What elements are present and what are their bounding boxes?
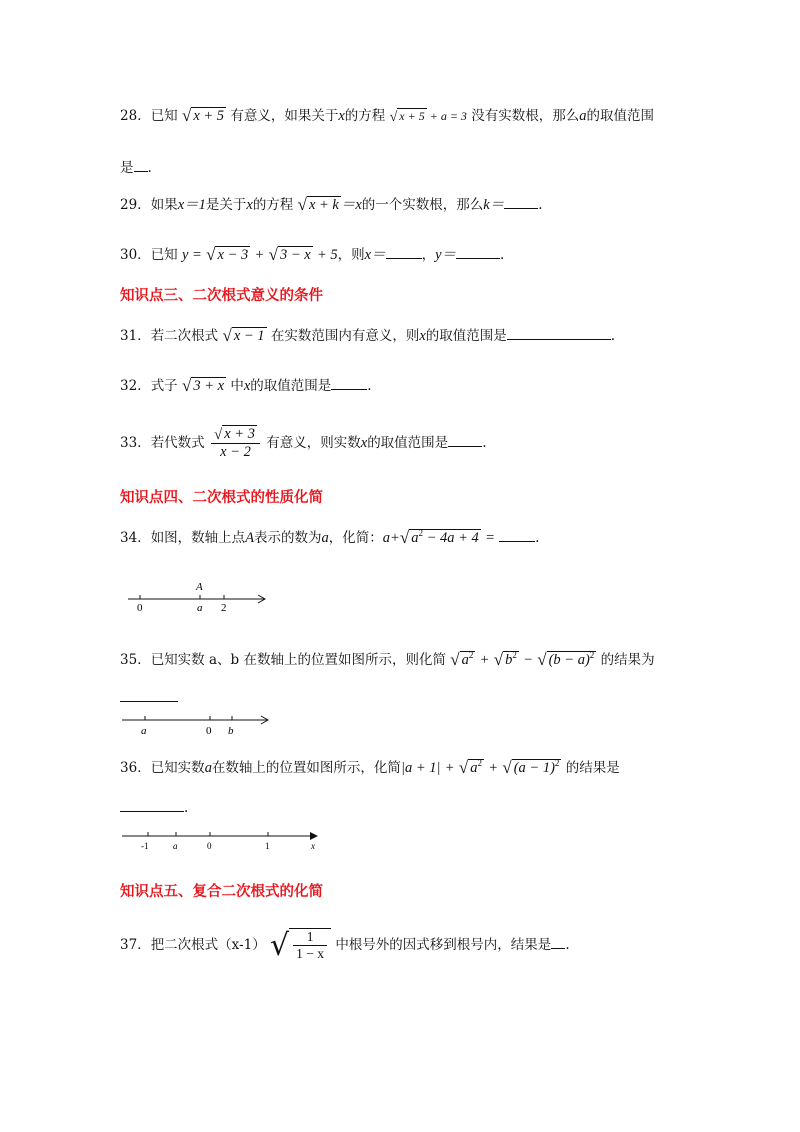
abs-expression: |a + 1| (400, 760, 441, 776)
tick-label: a (173, 841, 178, 851)
sqrt-expression: √ $a^2 - 4a + 4$ (399, 528, 479, 547)
radicand: 3 + x (193, 378, 225, 394)
term: (a − 1) (513, 760, 555, 776)
question-34: 34．如图，数轴上点A表示的数为a，化简：a+√ $a^2 - 4a + 4$ = . (120, 528, 540, 547)
term: − 4a + 4 (422, 530, 479, 546)
question-number: 30 (120, 247, 138, 263)
text: 的取值范围 (586, 108, 654, 124)
text: . (565, 937, 570, 953)
exponent: 2 (589, 650, 595, 661)
term: (b − a) (548, 652, 590, 668)
operator: = (485, 530, 495, 546)
text: 有意义，如果关于 (230, 108, 339, 124)
variable: x (360, 435, 368, 451)
question-number: 37 (120, 937, 138, 953)
text: 已知实数 a、b 在数轴上的位置如图所示，则化简 (150, 652, 446, 668)
question-35: 35．已知实数 a、b 在数轴上的位置如图所示，则化简 √ $a^2$ + √ $b^2$ − √ $(b - a)^2$ 的结果为 (120, 650, 655, 669)
tick-label: 0 (207, 841, 212, 851)
tick-label: a (197, 602, 203, 614)
text: . (147, 160, 152, 176)
text: 的结果为 (600, 652, 655, 668)
tick-label: 2 (221, 602, 227, 614)
denominator: 1 − x (296, 946, 325, 961)
number-line-36 (120, 826, 330, 856)
question-number: 28 (120, 108, 138, 124)
expression: y = (181, 247, 202, 263)
radicand: 3 − x (279, 247, 311, 263)
text: 式子 (150, 378, 178, 394)
text: 的取值范围是 (250, 378, 332, 394)
text: 已知 (150, 247, 178, 263)
question-37: 37．把二次根式（x-1） √ $\frac{1}{1 - x}$ 中根号外的因式移到根号内，结果是 . (120, 922, 570, 962)
text: 若代数式 (150, 435, 205, 451)
question-33: 33．若代数式 $\frac{√ x + 3}{x - 2}$ 有意义，则实数x的取值范围是 . (120, 426, 487, 460)
answer-blank[interactable] (504, 197, 538, 209)
exponent: 2 (554, 758, 560, 769)
variable: x (419, 328, 426, 344)
operator: + (390, 530, 400, 546)
text: 的方程 (252, 197, 294, 213)
text: . (500, 247, 505, 263)
text: 中根号外的因式移到根号内，结果是 (335, 937, 552, 953)
section-heading-3: 知识点三、二次根式意义的条件 (120, 288, 323, 304)
text: . (367, 378, 372, 394)
numerator: √ x + 3 (211, 426, 260, 444)
text: 若二次根式 (150, 328, 219, 344)
answer-blank[interactable] (134, 160, 148, 172)
number-line-35 (120, 710, 280, 740)
expression: ＝x (340, 197, 362, 213)
text: 的方程 (344, 108, 386, 124)
expression: + a = 3 (429, 109, 467, 123)
radicand: x + 3 (224, 426, 255, 442)
answer-blank[interactable] (331, 378, 367, 390)
expression: k＝ (483, 197, 505, 213)
sqrt-expression: √ $(b - a)^2$ (537, 650, 595, 669)
text: ，则 (337, 247, 365, 263)
question-30: 30．已知 y = √ x − 3 + √ 3 − x + 5，则x＝ ，y＝ . (120, 245, 505, 264)
answer-blank[interactable] (499, 530, 535, 542)
expression: + 5 (316, 247, 338, 263)
section-heading-4: 知识点四、二次根式的性质化简 (120, 490, 323, 506)
radicand: x − 3 (217, 247, 249, 263)
number-line-34 (120, 578, 280, 618)
text: 表示的数为 (254, 530, 322, 546)
sqrt-expression: √ x + k (297, 195, 339, 214)
text: 把二次根式（x-1） (150, 937, 266, 953)
question-number: 29 (120, 197, 138, 213)
axis-arrow (310, 832, 318, 840)
answer-blank[interactable] (448, 435, 482, 447)
text: 是 (120, 160, 134, 176)
text: . (482, 435, 487, 451)
tick-label: a (141, 725, 147, 737)
term: a (411, 530, 419, 546)
sqrt-expression: √ 3 + x (181, 376, 225, 395)
exponent: 2 (477, 758, 482, 769)
sqrt-expression: √ $a^2$ (450, 650, 474, 669)
fraction (211, 426, 260, 461)
operator: + (254, 247, 265, 263)
operator: + (488, 760, 499, 776)
sqrt-expression: √ x − 1 (222, 326, 265, 345)
question-number: 36 (120, 760, 138, 776)
text: 有意义，则实数 (266, 435, 361, 451)
text: 没有实数根，那么 (471, 108, 580, 124)
text: . (184, 800, 189, 816)
text: 的取值范围是 (367, 435, 449, 451)
exponent: 2 (418, 528, 423, 539)
sqrt-expression: √ 3 − x (268, 245, 311, 264)
variable: a (321, 530, 329, 546)
text: 如图，数轴上点 (150, 530, 246, 546)
question-29: 29．如果x＝1是关于x的方程 √ x + k ＝x的一个实数根，那么k＝ . (120, 195, 543, 214)
answer-blank[interactable] (507, 328, 611, 340)
term: a (461, 652, 469, 668)
text: . (538, 197, 543, 213)
text: . (610, 328, 616, 344)
question-number: 34 (120, 530, 138, 546)
sqrt-expression: √ $a^2$ (458, 758, 482, 777)
text: 在数轴上的位置如图所示，化简 (211, 760, 401, 776)
radicand: x − 1 (233, 328, 265, 344)
text: 的结果是 (565, 760, 620, 776)
text: 的一个实数根，那么 (361, 197, 484, 213)
radicand: x + 5 (193, 108, 225, 124)
point-label: A (196, 581, 203, 593)
equation: √ x + 5 + a = 3 (389, 109, 467, 125)
tick-label: -1 (141, 841, 149, 851)
expression: x＝ (364, 247, 386, 263)
variable: x (243, 378, 251, 394)
variable: A (245, 530, 255, 546)
variable: x (246, 197, 253, 213)
question-number: 33 (120, 435, 138, 451)
question-28: 28．已知 √ x + 5 有意义，如果关于x的方程 √ x + 5 + a = 3 没有实数根，那么a的取值范围 (120, 106, 654, 125)
question-35-blank (120, 690, 178, 706)
text: ， (421, 247, 436, 263)
tick-label: 0 (206, 725, 212, 737)
exponent: 2 (468, 650, 474, 661)
section-heading-5: 知识点五、复合二次根式的化简 (120, 884, 323, 900)
question-number: 32 (120, 378, 138, 394)
variable: a (382, 530, 391, 546)
variable: a (579, 108, 587, 124)
expression: x＝1 (177, 197, 206, 213)
text: 已知 (150, 108, 178, 124)
term: b (505, 652, 513, 668)
question-28-cont (120, 156, 152, 176)
variable: x (338, 108, 345, 124)
question-31: 31．若二次根式 √ x − 1 在实数范围内有意义，则x的取值范围是 . (120, 326, 616, 345)
answer-blank[interactable] (386, 247, 422, 259)
answer-blank[interactable] (120, 690, 178, 702)
answer-blank[interactable] (120, 800, 184, 812)
tick-label: x (311, 841, 315, 851)
question-number: 35 (120, 652, 138, 668)
sqrt-expression: √ x + 5 (181, 106, 225, 125)
text: 的取值范围是 (425, 328, 507, 344)
text: 中 (230, 378, 244, 394)
text: 在实数范围内有意义，则 (270, 328, 420, 344)
tick-label: 0 (137, 602, 143, 614)
text: 如果 (150, 197, 178, 213)
term: a + 1 (404, 760, 437, 776)
operator: + (444, 760, 455, 776)
tick-label: b (228, 725, 234, 737)
question-32: 32．式子 √ 3 + x 中x的取值范围是 . (120, 376, 372, 395)
sqrt-expression: √ $(a - 1)^2$ (502, 758, 560, 777)
tick-label: 1 (265, 841, 270, 851)
sqrt-expression: √ $b^2$ (493, 650, 517, 669)
text: 是关于 (205, 197, 247, 213)
term: a (470, 760, 478, 776)
sqrt-expression: √ x − 3 (206, 245, 249, 264)
exponent: 2 (512, 650, 517, 661)
operator: + (479, 652, 490, 668)
question-number: 31 (120, 328, 138, 344)
variable: a (204, 760, 212, 776)
denominator: x − 2 (220, 444, 251, 460)
numerator: 1 (293, 929, 327, 946)
text: . (535, 530, 540, 546)
answer-blank[interactable] (456, 247, 500, 259)
question-36: 36．已知实数a在数轴上的位置如图所示，化简|a + 1| + √ $a^2$ + √ $(a - 1)^2$ 的结果是 (120, 758, 620, 777)
operator: − (523, 652, 533, 668)
sqrt-expression: √ $\frac{1}{1 - x}$ (270, 922, 331, 962)
question-36-blank (120, 800, 188, 816)
radicand: x + k (308, 197, 339, 213)
text: 已知实数 (150, 760, 205, 776)
radicand: x + 5 (399, 109, 425, 123)
answer-blank[interactable] (551, 937, 565, 949)
text: ，化简： (328, 530, 383, 546)
expression: y＝ (435, 247, 457, 263)
